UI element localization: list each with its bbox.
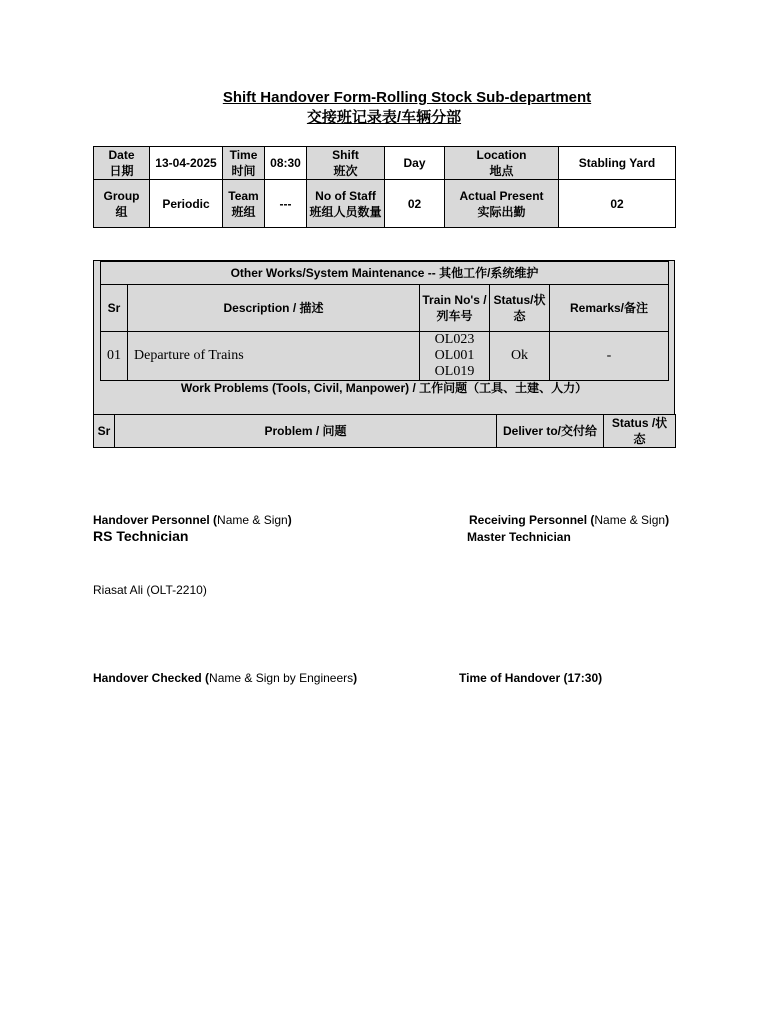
row-sr: 01 <box>101 332 128 381</box>
row-trains <box>420 332 490 381</box>
form-title-cn: 交接班记录表/车辆分部 <box>306 109 462 126</box>
location-label: Location <box>476 148 527 162</box>
time-label: Time <box>229 148 258 162</box>
table-row <box>101 332 669 381</box>
date-label-cn: 日期 <box>109 164 134 178</box>
problems-col-deliver: Deliver to/交付给 <box>497 415 604 448</box>
receiving-label: Receiving Personnel ( <box>469 513 595 527</box>
handover-role: RS Technician <box>93 528 189 544</box>
team-value: --- <box>265 180 307 228</box>
checked-label: Handover Checked ( <box>93 671 210 685</box>
problems-title: Work Problems (Tools, Civil, Manpower) / 工作问题（工具、土建、人力） <box>94 379 674 398</box>
handover-close: ) <box>287 513 292 527</box>
staff-label: No of Staff <box>315 188 376 203</box>
train-number: OL019 <box>434 364 475 379</box>
shift-value: Day <box>385 147 445 180</box>
form-title <box>0 88 768 128</box>
handover-sub: Name & Sign <box>217 513 288 527</box>
shift-label-cell <box>307 147 385 180</box>
receiving-role: Master Technician <box>467 530 571 544</box>
works-col-remarks: Remarks/备注 <box>550 285 669 332</box>
works-col-train: Train No's /列车号 <box>420 285 490 332</box>
problems-col-sr: Sr <box>94 415 115 448</box>
group-label-cell <box>94 180 150 228</box>
handover-name: Riasat Ali (OLT-2210) <box>93 583 207 597</box>
works-col-sr: Sr <box>101 285 128 332</box>
works-title: Other Works/System Maintenance -- 其他工作/系统维护 <box>101 262 669 285</box>
team-label-cn: 班组 <box>231 204 256 219</box>
staff-label-cn: 班组人员数量 <box>309 204 382 219</box>
row-remarks: - <box>550 332 669 381</box>
date-label-cell <box>94 147 150 180</box>
checked-sub: Name & Sign by Engineers <box>209 671 354 685</box>
staff-value: 02 <box>385 180 445 228</box>
shift-label: Shift <box>332 148 359 162</box>
present-label-cell <box>445 180 559 228</box>
team-label: Team <box>228 188 259 203</box>
group-value: Periodic <box>150 180 223 228</box>
date-label: Date <box>108 148 135 162</box>
handover-label: Handover Personnel ( <box>93 513 218 527</box>
row-status: Ok <box>490 332 550 381</box>
works-col-status: Status/状态 <box>490 285 550 332</box>
date-value: 13-04-2025 <box>150 147 223 180</box>
shift-info-table <box>93 146 676 228</box>
receiving-close: ) <box>665 513 670 527</box>
works-table <box>100 261 669 381</box>
form-title-en: Shift Handover Form-Rolling Stock Sub-department <box>222 89 592 106</box>
time-label-cn: 时间 <box>231 164 256 178</box>
team-label-cell <box>223 180 265 228</box>
time-of-handover: Time of Handover (17:30) <box>459 671 603 685</box>
group-label-cn: 组 <box>115 204 128 219</box>
problems-col-status: Status /状态 <box>604 415 676 448</box>
handover-personnel <box>93 512 292 528</box>
location-label-cn: 地点 <box>489 164 514 178</box>
train-number: OL023 <box>434 332 475 347</box>
group-label: Group <box>103 188 140 203</box>
staff-label-cell <box>307 180 385 228</box>
location-label-cell <box>445 147 559 180</box>
present-value: 02 <box>559 180 676 228</box>
shift-label-cn: 班次 <box>333 164 358 178</box>
receiving-personnel <box>469 512 669 528</box>
works-section <box>93 260 675 448</box>
checked-close: ) <box>353 671 358 685</box>
time-value: 08:30 <box>265 147 307 180</box>
train-number: OL001 <box>434 348 475 363</box>
present-label: Actual Present <box>459 188 544 203</box>
present-label-cn: 实际出勤 <box>477 204 526 219</box>
problems-blank-row <box>94 397 674 415</box>
location-value: Stabling Yard <box>559 147 676 180</box>
handover-checked <box>93 670 357 686</box>
time-label-cell <box>223 147 265 180</box>
row-desc: Departure of Trains <box>128 332 420 381</box>
receiving-sub: Name & Sign <box>594 513 666 527</box>
problems-table <box>93 414 676 448</box>
problems-col-problem: Problem / 问题 <box>115 415 497 448</box>
works-col-desc: Description / 描述 <box>128 285 420 332</box>
